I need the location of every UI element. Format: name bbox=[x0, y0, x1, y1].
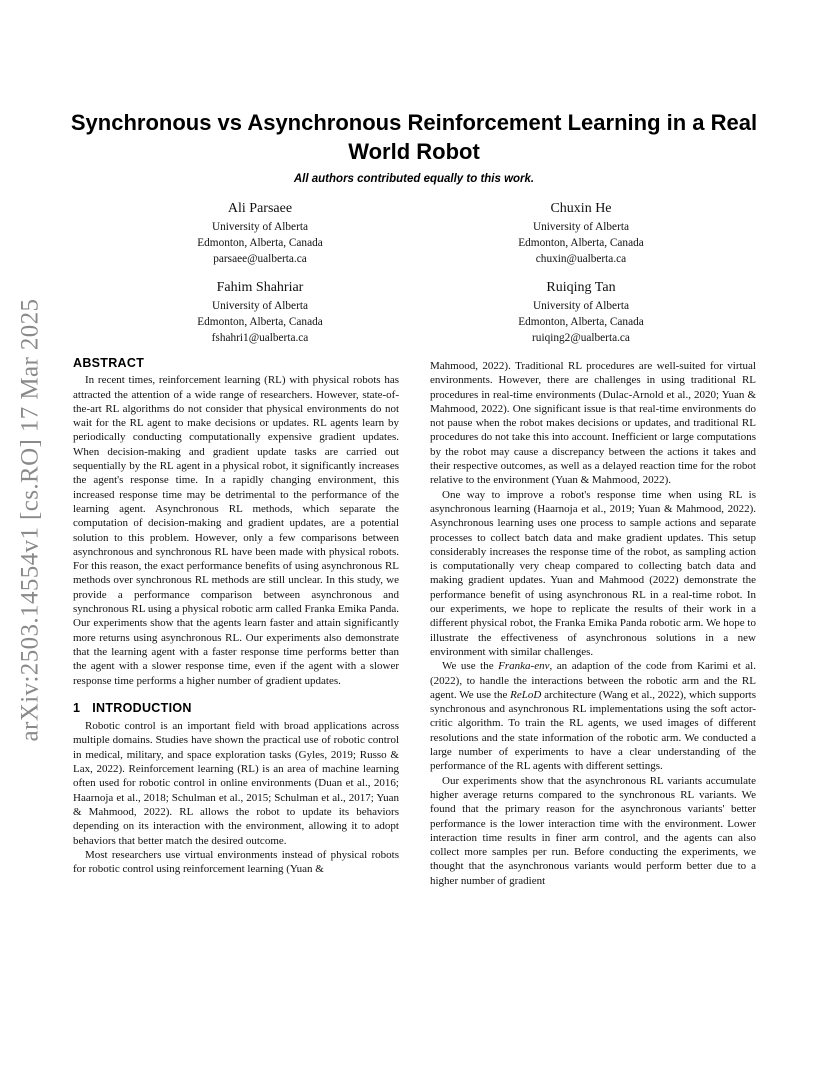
author-affiliation: University of Alberta bbox=[532, 221, 629, 233]
body-paragraph: Mahmood, 2022). Traditional RL procedures are well-suited for virtual environments. However, there are challenges in using traditional RL procedures in real-time environments (Dulac-Arnold et al., 2020; Yuan & Mahmood, 2022). One significant issue is that real-time environments do not pause when the robot makes decisions or updates, and traditional RL procedures do not take this into account. Inefficient or large computations by the robot may cause a discrepancy between the actions it takes and their respective outcomes, as well as a delayed reaction time for the robot relative to the environment (Yuan & Mahmood, 2022). bbox=[430, 360, 756, 487]
author-affiliation: University of Alberta bbox=[211, 300, 308, 312]
author-affiliation: University of Alberta bbox=[532, 300, 629, 312]
author-location: Edmonton, Alberta, Canada bbox=[518, 316, 644, 328]
author-name: Fahim Shahriar bbox=[216, 280, 304, 295]
author-name: Ali Parsaee bbox=[227, 201, 293, 216]
body-paragraph: Robotic control is an important field with broad applications across multiple domains. Studies have shown the practical use of robotic control in medical, military, and space exploration tasks (Gyles, 2019; Russo & Lax, 2022). Reinforcement learning (RL) is an area of machine learning often used for robotic control in online environments (Duan et al., 2016; Haarnoja et al., 2018; Schulman et al., 2015; Schulman et al., 2017; Yuan & Mahmood, 2022). RL allows the robot to update its behaviors depending on its interaction with the environment, allowing it to adopt behaviors that better match the desired outcome. bbox=[73, 720, 399, 847]
author-location: Edmonton, Alberta, Canada bbox=[197, 237, 323, 249]
arxiv-identifier-stamp bbox=[12, 284, 48, 756]
right-column bbox=[430, 359, 756, 888]
author-email: ruiqing2@ualberta.ca bbox=[532, 332, 630, 344]
section-number: 1 bbox=[73, 700, 81, 715]
body-paragraph: Most researchers use virtual environments instead of physical robots for robotic control using reinforcement learning (Yuan & bbox=[73, 848, 399, 876]
author-name: Ruiqing Tan bbox=[546, 280, 616, 295]
text-run: We use the bbox=[442, 660, 499, 673]
author-block bbox=[436, 200, 726, 267]
author-block bbox=[436, 279, 726, 346]
body-paragraph: Our experiments show that the asynchronous RL variants accumulate higher average returns compared to the synchronous RL variants. We found that the primary reason for the asynchronous variants' better performance is the lower interaction time with the environment. Lower interaction time results in finer arm control, and the agents can also collect more samples per run. Before conducting the experiments, we thought that the asynchronous variants would perform better due to a higher number of gradient bbox=[430, 774, 756, 887]
relod-term: ReLoD bbox=[510, 688, 542, 701]
author-email: fshahri1@ualberta.ca bbox=[211, 332, 309, 344]
abstract-text: In recent times, reinforcement learning (RL) with physical robots has attracted the attention of a wide range of researchers. However, state-of-the-art RL algorithms do not consider that physical environments do not wait for the RL agent to make decisions or updates. RL agents learn by periodically conducting computationally expensive gradient updates. When decision-making and gradient update tasks are carried out sequentially by the RL agent in a physical robot, it significantly increases the agent's response time. In a rapidly changing environment, this increased response time may be detrimental to the performance of the learning agent. Asynchronous RL methods, which separate the computation of decision-making and gradient updates, are a potential solution to this problem. However, only a few comparisons between asynchronous and synchronous RL have been made with physical robots. For this reason, the exact performance benefits of using asynchronous RL methods over synchronous RL methods are still unclear. In this study, we provide a performance comparison between asynchronous and synchronous RL using a physical robotic arm called Franka Emika Panda. Our experiments show that the agents learn faster and attain significantly more returns using asynchronous RL. Our experiments also demonstrate that the learning agent with a faster response time performs better than the agent with a slower response time, even if the agent with a slower response time performs a higher number of gradient updates. bbox=[73, 374, 399, 687]
text-run: architecture (Wang et al., 2022), which supports synchronous and asynchronous RL implementations using the soft actor-critic algorithm. To train the RL agents, we used images of different resolutions and the state information of the robotic arm. We conducted a large number of experiments to have a clear understanding of the performance of the RL agents with different settings. bbox=[430, 688, 757, 773]
franka-env-term: Franka-env bbox=[498, 660, 550, 673]
author-block bbox=[115, 200, 405, 267]
author-email: chuxin@ualberta.ca bbox=[535, 253, 627, 265]
author-location: Edmonton, Alberta, Canada bbox=[518, 237, 644, 249]
author-location: Edmonton, Alberta, Canada bbox=[197, 316, 323, 328]
left-column bbox=[73, 356, 399, 876]
abstract-heading: ABSTRACT bbox=[73, 356, 145, 370]
author-affiliation: University of Alberta bbox=[211, 221, 308, 233]
author-email: parsaee@ualberta.ca bbox=[213, 253, 307, 265]
equal-contribution-note: All authors contributed equally to this work. bbox=[293, 173, 535, 185]
introduction-heading bbox=[73, 701, 399, 715]
section-title: INTRODUCTION bbox=[92, 700, 192, 715]
paper-title: Synchronous vs Asynchronous Reinforcement Learning in a Real World Robot bbox=[70, 110, 758, 164]
author-block bbox=[115, 279, 405, 346]
author-name: Chuxin He bbox=[550, 201, 612, 216]
text-run: , an adaption of the code from Karimi et al. (2022), to handle the interactions between the robotic arm and the RL agent. We use the bbox=[430, 660, 756, 701]
body-paragraph: One way to improve a robot's response time when using RL is asynchronous learning (Haarnoja et al., 2019; Yuan & Mahmood, 2022). Asynchronous learning uses one process to sample actions and separate processes to collect batch data and make gradient updates. This setup considerably increases the response time of the robot, as sampling action is computationally very cheap compared to collecting batch data and making gradient updates. Yuan and Mahmood (2022) demonstrate the performance benefit of using asynchronous RL in a real-time robot. In our experiments, we hope to replicate the results of their work in a different physical robot, the Franka Emika Panda robotic arm. We hope to illustrate the effectiveness of asynchronous solutions in a new environment with similar challenges. bbox=[430, 488, 756, 658]
arxiv-identifier-text: arXiv:2503.14554v1 [cs.RO] 17 Mar 2025 bbox=[16, 298, 43, 742]
body-paragraph bbox=[430, 659, 756, 773]
